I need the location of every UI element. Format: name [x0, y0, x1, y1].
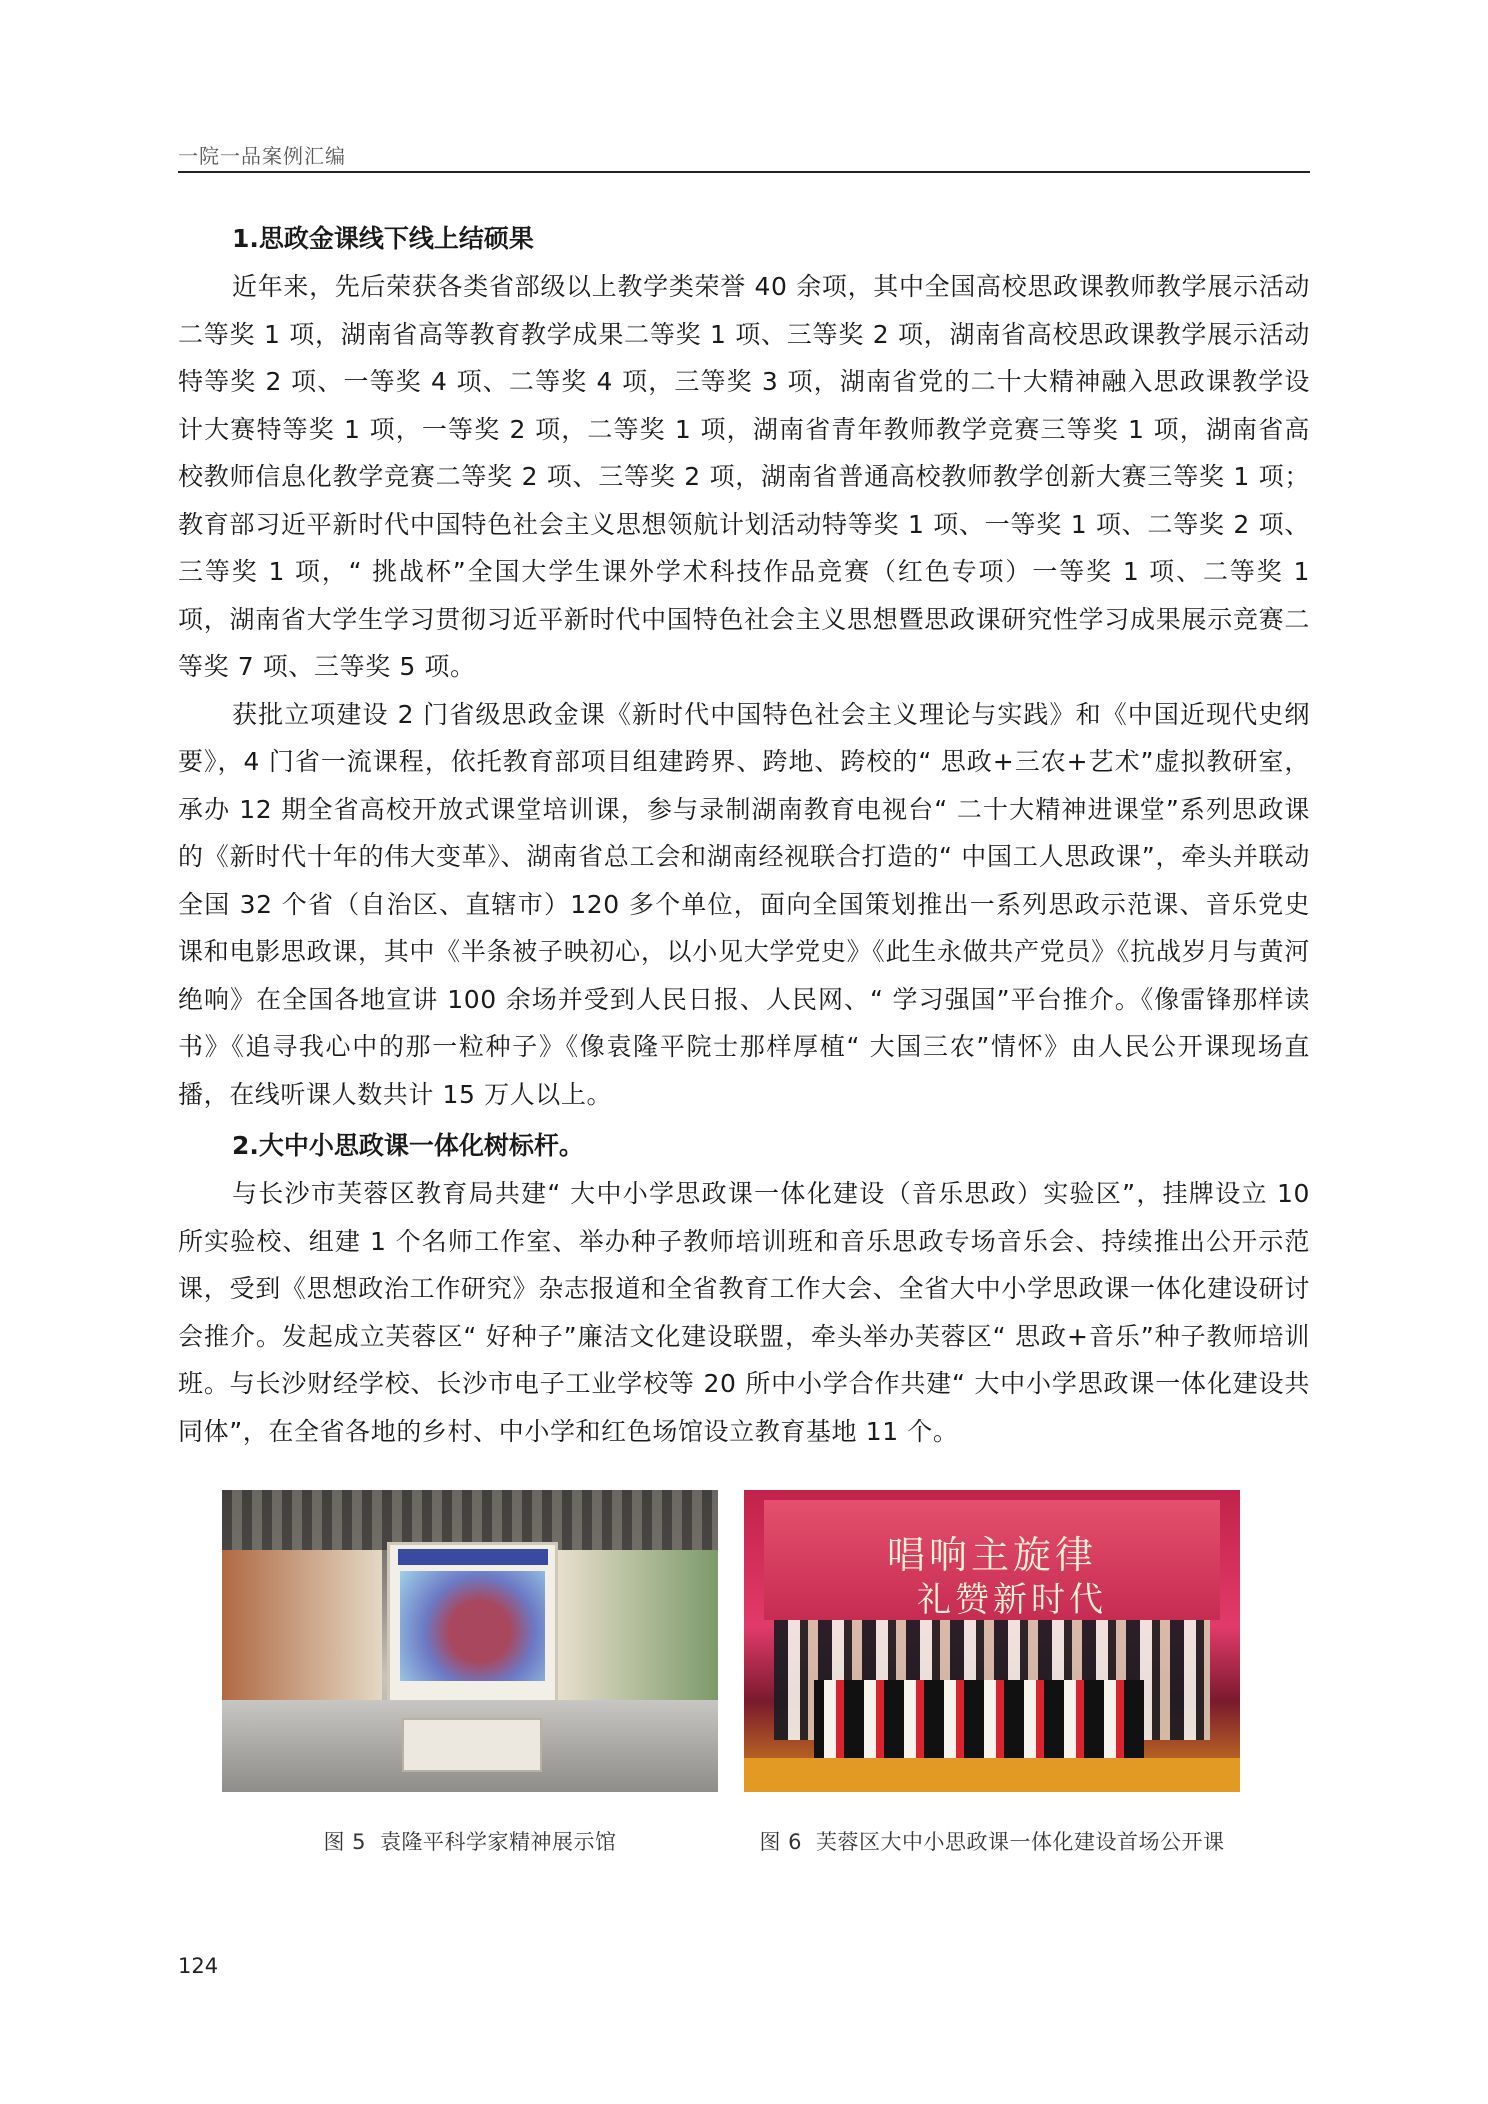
figure-5-caption-text: 袁隆平科学家精神展示馆 — [380, 1830, 617, 1854]
figure-5-caption — [222, 1826, 718, 1856]
section-1-paragraph-2: 获批立项建设 2 门省级思政金课《新时代中国特色社会主义理论与实践》和《中国近现代史纲要》，4 门省一流课程，依托教育部项目组建跨界、跨地、跨校的“ 思政+三农+艺术”虚拟教研室，承办 12 期全省高校开放式课堂培训课，参与录制湖南教育电视台“ 二十大精神进课堂”系列思政课的《新时代十年的伟大变革》、湖南省总工会和湖南经视联合打造的“ 中国工人思政课”，牵头并联动全国 32 个省（自治区、直辖市）120 多个单位，面向全国策划推出一系列思政示范课、音乐党史课和电影思政课，其中《半条被子映初心，以小见大学党史》《此生永做共产党员》《抗战岁月与黄河绝响》在全国各地宣讲 100 余场并受到人民日报、人民网、“ 学习强国”平台推介。《像雷锋那样读书》《追寻我心中的那一粒种子》《像袁隆平院士那样厚植“ 大国三农”情怀》由人民公开课现场直播，在线听课人数共计 15 万人以上。 — [178, 699, 1310, 1109]
section-2-paragraph-1: 与长沙市芙蓉区教育局共建“ 大中小学思政课一体化建设（音乐思政）实验区”，挂牌设立 10 所实验校、组建 1 个名师工作室、举办种子教师培训班和音乐思政专场音乐会、持续推出公开示范课，受到《思想政治工作研究》杂志报道和全省教育工作大会、全省大中小学思政课一体化建设研讨会推介。发起成立芙蓉区“ 好种子”廉洁文化建设联盟，牵头举办芙蓉区“ 思政+音乐”种子教师培训班。与长沙财经学校、长沙市电子工业学校等 20 所中小学合作共建“ 大中小学思政课一体化建设共同体”，在全省各地的乡村、中小学和红色场馆设立教育基地 11 个。 — [178, 1179, 1310, 1446]
figure-6-caption-text: 芙蓉区大中小思政课一体化建设首场公开课 — [816, 1830, 1225, 1854]
stage-banner-line-1: 唱响主旋律 — [886, 1533, 1097, 1577]
section-1-title: 1.思政金课线下线上结硕果 — [232, 224, 534, 253]
running-header: 一院一品案例汇编 — [178, 144, 346, 168]
figure-5-number: 图 5 — [323, 1830, 367, 1854]
figure-row — [222, 1490, 1242, 1860]
section-2-title: 2.大中小思政课一体化树标杆。 — [232, 1131, 584, 1160]
exhibition-hall-photo — [222, 1490, 718, 1792]
figure-5 — [222, 1490, 718, 1856]
body-text — [178, 215, 1310, 1455]
page-number: 124 — [178, 1954, 219, 1978]
stage-banner-line-2: 礼赞新时代 — [917, 1580, 1107, 1620]
section-1-paragraph-1: 近年来，先后荣获各类省部级以上教学类荣誉 40 余项，其中全国高校思政课教师教学展示活动二等奖 1 项，湖南省高等教育教学成果二等奖 1 项、三等奖 2 项，湖南省高校思政课教学展示活动特等奖 2 项、一等奖 4 项、二等奖 4 项，三等奖 3 项，湖南省党的二十大精神融入思政课教学设计大赛特等奖 1 项，一等奖 2 项，二等奖 1 项，湖南省青年教师教学竞赛三等奖 1 项，湖南省高校教师信息化教学竞赛二等奖 2 项、三等奖 2 项，湖南省普通高校教师教学创新大赛三等奖 1 项；教育部习近平新时代中国特色社会主义思想领航计划活动特等奖 1 项、一等奖 1 项、二等奖 2 项、三等奖 1 项，“ 挑战杯”全国大学生课外学术科技作品竞赛（红色专项）一等奖 1 项、二等奖 1 项，湖南省大学生学习贯彻习近平新时代中国特色社会主义思想暨思政课研究性学习成果展示竞赛二等奖 7 项、三等奖 5 项。 — [178, 272, 1310, 681]
header-rule — [178, 171, 1310, 173]
figure-6 — [744, 1490, 1240, 1856]
figure-6-number: 图 6 — [759, 1830, 803, 1854]
concert-stage-photo — [744, 1490, 1240, 1792]
figure-6-caption — [744, 1826, 1240, 1856]
